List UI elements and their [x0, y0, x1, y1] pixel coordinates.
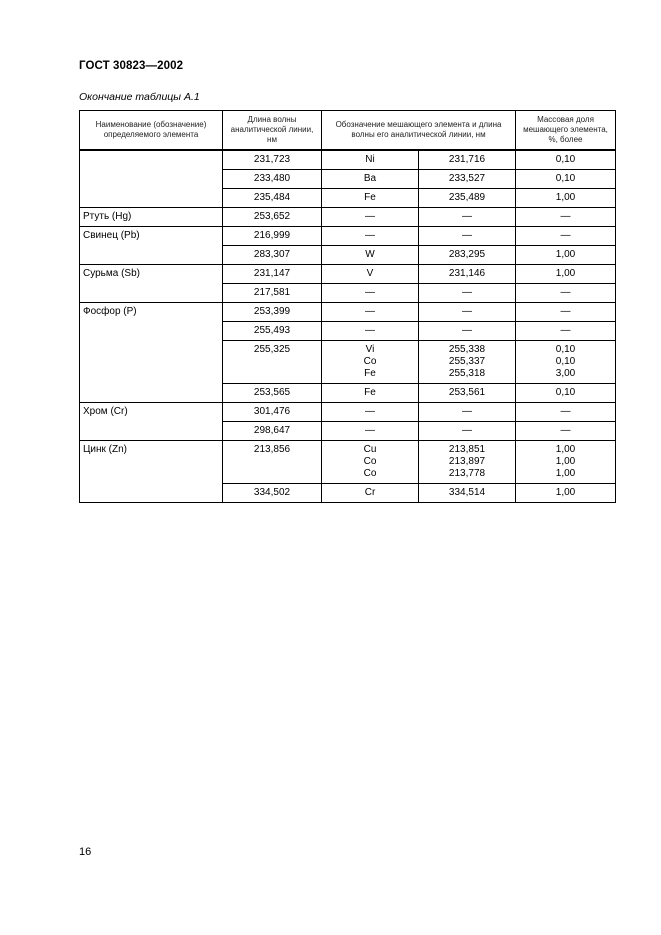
cell-mass-fraction: [516, 170, 616, 189]
col-header-mass: Массовая доля мешающего элемента, %, более: [516, 111, 616, 151]
cell-mass-fraction-value: 0,10: [555, 387, 576, 398]
cell-interferent: [322, 341, 419, 384]
table-row: [80, 208, 616, 227]
cell-wavelength: 233,480: [223, 170, 322, 189]
cell-interferent: [322, 384, 419, 403]
col-header-interferent: Обозначение мешающего элемента и длина волны его аналитической линии, нм: [322, 111, 516, 151]
cell-wavelength: 253,565: [223, 384, 322, 403]
cell-mass-fraction: [516, 441, 616, 484]
cell-mass-fraction-value: 1,00: [555, 249, 576, 260]
cell-interferent-wavelength-value: —: [462, 406, 472, 417]
cell-interferent-wavelength: [419, 208, 516, 227]
cell-interferent-wavelength: [419, 284, 516, 303]
cell-interferent-wavelength-value: 255,318: [448, 368, 486, 379]
cell-mass-fraction: [516, 384, 616, 403]
cell-interferent: [322, 265, 419, 284]
cell-interferent-wavelength-value: 213,778: [448, 468, 486, 479]
cell-element: [80, 150, 223, 208]
cell-interferent-wavelength-value: 233,527: [448, 173, 486, 184]
cell-mass-fraction-value: —: [560, 211, 571, 222]
cell-interferent-value: Co: [363, 468, 377, 479]
cell-mass-fraction: [516, 322, 616, 341]
cell-element: Сурьма (Sb): [80, 265, 223, 303]
cell-interferent-wavelength-value: —: [462, 287, 472, 298]
table-row: [80, 265, 616, 284]
cell-interferent-wavelength: [419, 441, 516, 484]
cell-wavelength: 253,399: [223, 303, 322, 322]
cell-interferent-value: —: [365, 230, 375, 241]
cell-interferent-wavelength: [419, 170, 516, 189]
table-row: [80, 303, 616, 322]
cell-interferent-wavelength: [419, 265, 516, 284]
cell-mass-fraction-value: 3,00: [555, 368, 576, 379]
table-row: [80, 441, 616, 484]
cell-wavelength: 231,723: [223, 150, 322, 170]
cell-wavelength: 235,484: [223, 189, 322, 208]
cell-interferent-wavelength: [419, 189, 516, 208]
cell-interferent-wavelength-value: 231,146: [448, 268, 486, 279]
cell-mass-fraction-value: 0,10: [555, 173, 576, 184]
cell-mass-fraction-value: —: [560, 325, 571, 336]
cell-interferent: [322, 403, 419, 422]
cell-interferent-value: —: [365, 425, 375, 436]
cell-interferent-wavelength: [419, 227, 516, 246]
document-header: ГОСТ 30823—2002: [79, 60, 184, 72]
cell-interferent-value: Fe: [364, 192, 376, 203]
cell-element: Цинк (Zn): [80, 441, 223, 503]
cell-mass-fraction-value: —: [560, 425, 571, 436]
cell-mass-fraction: [516, 422, 616, 441]
cell-interferent-value: Vi: [365, 344, 375, 355]
cell-interferent-value: Cu: [363, 444, 377, 455]
cell-interferent-wavelength: [419, 341, 516, 384]
cell-interferent: [322, 422, 419, 441]
cell-interferent: [322, 189, 419, 208]
cell-interferent-value: Ba: [363, 173, 377, 184]
cell-wavelength: 298,647: [223, 422, 322, 441]
cell-mass-fraction-value: 1,00: [555, 192, 576, 203]
cell-interferent-value: —: [365, 325, 375, 336]
cell-interferent-wavelength-value: 255,338: [448, 344, 486, 355]
cell-interferent: [322, 284, 419, 303]
cell-mass-fraction-value: 1,00: [555, 468, 576, 479]
cell-interferent: [322, 322, 419, 341]
cell-wavelength: 255,325: [223, 341, 322, 384]
cell-interferent-value: —: [365, 406, 375, 417]
table-header-row: [80, 111, 616, 151]
cell-interferent-wavelength-value: 334,514: [448, 487, 486, 498]
cell-interferent-value: —: [365, 211, 375, 222]
cell-interferent-wavelength-value: —: [462, 211, 472, 222]
page-number: 16: [79, 846, 92, 858]
cell-interferent-wavelength: [419, 422, 516, 441]
data-table: [79, 110, 616, 503]
cell-interferent-wavelength: [419, 303, 516, 322]
cell-interferent-value: Cr: [364, 487, 376, 498]
cell-interferent-wavelength: [419, 322, 516, 341]
cell-element: Ртуть (Hg): [80, 208, 223, 227]
cell-wavelength: 213,856: [223, 441, 322, 484]
table-row: [80, 403, 616, 422]
cell-interferent-wavelength-value: 235,489: [448, 192, 486, 203]
cell-interferent: [322, 484, 419, 503]
cell-interferent-wavelength: [419, 384, 516, 403]
cell-interferent-value: W: [365, 249, 375, 260]
cell-mass-fraction-value: —: [560, 406, 571, 417]
cell-interferent-value: Co: [363, 356, 377, 367]
cell-interferent-value: Fe: [364, 368, 376, 379]
cell-mass-fraction-value: 1,00: [555, 268, 576, 279]
cell-mass-fraction: [516, 150, 616, 170]
cell-wavelength: 301,476: [223, 403, 322, 422]
cell-interferent-wavelength: [419, 484, 516, 503]
cell-wavelength: 283,307: [223, 246, 322, 265]
cell-mass-fraction: [516, 341, 616, 384]
cell-interferent: [322, 208, 419, 227]
cell-wavelength: 216,999: [223, 227, 322, 246]
cell-interferent: [322, 227, 419, 246]
cell-interferent-value: Co: [363, 456, 377, 467]
cell-mass-fraction: [516, 284, 616, 303]
cell-wavelength: 231,147: [223, 265, 322, 284]
cell-interferent-wavelength-value: 213,897: [448, 456, 486, 467]
cell-mass-fraction: [516, 227, 616, 246]
cell-interferent-wavelength-value: —: [462, 306, 472, 317]
cell-interferent-wavelength-value: 231,716: [448, 154, 486, 165]
cell-interferent-value: Ni: [365, 154, 375, 165]
cell-interferent-wavelength-value: —: [462, 230, 472, 241]
cell-mass-fraction-value: 0,10: [555, 344, 576, 355]
cell-element: Свинец (Pb): [80, 227, 223, 265]
cell-wavelength: 255,493: [223, 322, 322, 341]
cell-interferent: [322, 150, 419, 170]
cell-interferent-value: —: [365, 306, 375, 317]
cell-mass-fraction-value: —: [560, 230, 571, 241]
cell-interferent: [322, 170, 419, 189]
cell-mass-fraction-value: 1,00: [555, 487, 576, 498]
table-caption: Окончание таблицы А.1: [79, 91, 200, 103]
cell-mass-fraction-value: 0,10: [555, 154, 576, 165]
cell-element: Хром (Cr): [80, 403, 223, 441]
cell-mass-fraction: [516, 265, 616, 284]
cell-interferent-wavelength-value: 253,561: [448, 387, 486, 398]
cell-element: Фосфор (Р): [80, 303, 223, 403]
cell-interferent-wavelength-value: 255,337: [448, 356, 486, 367]
table-row: [80, 227, 616, 246]
table-row: [80, 150, 616, 170]
cell-mass-fraction: [516, 246, 616, 265]
col-header-element: Наименование (обозначение) определяемого элемента: [80, 111, 223, 151]
cell-mass-fraction: [516, 403, 616, 422]
cell-mass-fraction-value: 1,00: [555, 456, 576, 467]
cell-interferent-wavelength-value: —: [462, 425, 472, 436]
cell-interferent-wavelength-value: —: [462, 325, 472, 336]
cell-wavelength: 217,581: [223, 284, 322, 303]
cell-interferent-wavelength: [419, 403, 516, 422]
cell-interferent-wavelength: [419, 150, 516, 170]
cell-wavelength: 253,652: [223, 208, 322, 227]
col-header-wavelength: Длина волны аналитической линии, нм: [223, 111, 322, 151]
cell-mass-fraction-value: —: [560, 287, 571, 298]
cell-mass-fraction-value: 0,10: [555, 356, 576, 367]
cell-mass-fraction: [516, 189, 616, 208]
cell-interferent: [322, 246, 419, 265]
cell-mass-fraction-value: 1,00: [555, 444, 576, 455]
cell-interferent-wavelength-value: 283,295: [448, 249, 486, 260]
cell-mass-fraction: [516, 208, 616, 227]
cell-interferent-value: Fe: [364, 387, 376, 398]
cell-interferent-wavelength-value: 213,851: [448, 444, 486, 455]
cell-mass-fraction: [516, 484, 616, 503]
cell-interferent: [322, 441, 419, 484]
cell-interferent-value: —: [365, 287, 375, 298]
cell-interferent-wavelength: [419, 246, 516, 265]
cell-interferent-value: V: [366, 268, 374, 279]
cell-mass-fraction-value: —: [560, 306, 571, 317]
cell-interferent: [322, 303, 419, 322]
cell-mass-fraction: [516, 303, 616, 322]
cell-wavelength: 334,502: [223, 484, 322, 503]
